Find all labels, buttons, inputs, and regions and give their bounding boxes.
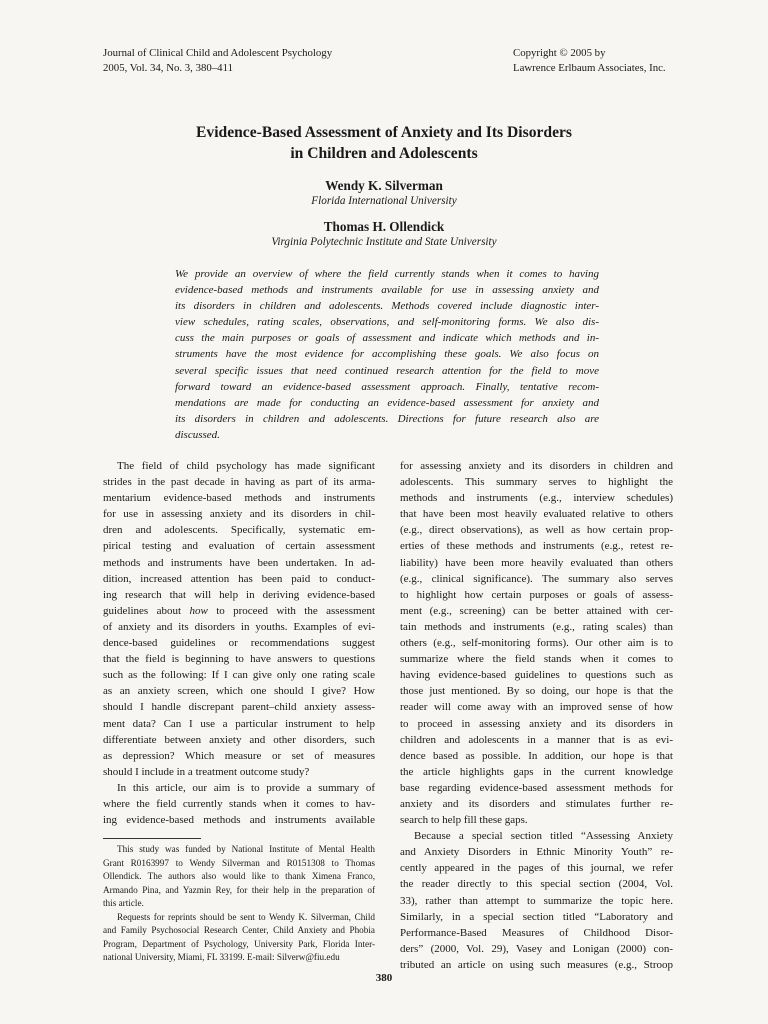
title-line-2: in Children and Adolescents — [290, 145, 478, 162]
body-line: such as the following: If I can give only one rating scale — [103, 669, 375, 682]
body-line: should I handle discrepant parent–child anxiety assess- — [103, 701, 375, 714]
abstract-line: its disorders in children and adolescents. Directions for future research also are — [175, 412, 599, 425]
body-line: Performance-Based Measures of Childhood Disor- — [400, 926, 673, 939]
body-line: reader will come away with an improved sense of how — [400, 701, 673, 714]
body-line: dren and adolescents. Specifically, systematic em- — [103, 524, 375, 537]
body-line: ing evidence-based methods and instruments available — [103, 814, 375, 827]
body-line: dence-based guidelines or recommendations suggest — [103, 637, 375, 650]
body-line: methods and instruments have been undertaken. In ad- — [103, 556, 375, 569]
abstract-line: We provide an overview of where the field currently stands when it comes to having — [175, 268, 599, 280]
abstract-line: view schedules, rating scales, observations, and self-monitoring forms. We also dis- — [175, 316, 599, 329]
copyright-notice: Copyright © 2005 by — [513, 47, 606, 59]
body-line: guidelines about how to proceed with the assessment — [103, 604, 376, 617]
author-1-name: Wendy K. Silverman — [325, 178, 443, 193]
title-line-1: Evidence-Based Assessment of Anxiety and Its Disorders — [196, 124, 572, 141]
body-line: differentiate between anxiety and other disorders, such — [103, 733, 375, 746]
body-line: as depression? Which measure or set of measures — [103, 749, 375, 762]
body-line: that have been most heavily evaluated relative to others — [400, 508, 673, 521]
author-2-affiliation: Virginia Polytechnic Institute and State University — [271, 236, 497, 248]
body-line: The field of child psychology has made significant — [117, 460, 375, 472]
author-2-name: Thomas H. Ollendick — [323, 219, 445, 234]
footnote-line: Ollendick. The authors also would like to thank Ximena Franco, — [103, 871, 375, 881]
abstract-line: evidence-based methods and instruments available for use in assessing anxiety and — [175, 284, 599, 297]
body-line: ders” (2000, Vol. 29), Vasey and Lonigan (2000) con- — [400, 942, 673, 955]
body-line: cently appeared in the pages of this journal, we refer — [400, 862, 673, 875]
body-line: children and adolescents in a manner that is as evi- — [400, 733, 673, 746]
body-line: strides in the past decade in having as part of its arma- — [103, 476, 375, 489]
abstract-line: struments have the most evidence for accomplishing these goals. We also focus on — [175, 348, 599, 361]
footnote-line: Program, Department of Psychology, University Park, Florida Inter- — [103, 938, 375, 949]
body-line: adolescents. This summary serves to highlight the — [400, 476, 673, 489]
publisher-name: Lawrence Erlbaum Associates, Inc. — [513, 62, 666, 74]
body-line: others (e.g., self-monitoring forms). Our other aim is to — [400, 637, 673, 650]
body-line: the article highlights gaps in the current knowledge — [400, 765, 673, 778]
journal-volume: 2005, Vol. 34, No. 3, 380–411 — [103, 62, 233, 74]
body-line: and Anxiety Disorders in Ethnic Minority Youth” re- — [400, 846, 673, 859]
body-line: (e.g., direct observations), as well as how certain prop- — [400, 524, 673, 537]
body-line: summarize where the field stands when it comes to — [400, 653, 673, 666]
body-line: erties of these methods and instruments (e.g., retest re- — [400, 540, 673, 553]
body-line: those just mentioned. By so doing, our hope is that the — [400, 685, 673, 698]
body-line: anxiety and its disorders and stimulates further re- — [400, 797, 673, 810]
footnote-line: national University, Miami, FL 33199. E-mail: Silverw@fiu.edu — [103, 952, 340, 962]
abstract-line: several specific issues that need continued research attention for the field to move — [175, 364, 599, 377]
running-header-left — [103, 46, 332, 76]
abstract-line: its disorders in children and adolescents. Methods covered include diagnostic inter- — [175, 300, 599, 313]
article-title — [100, 122, 668, 164]
abstract-line: mendations are made for conducting an evidence-based assessment for anxiety and — [175, 396, 599, 409]
body-line: that the field is beginning to have answers to questions — [103, 653, 375, 666]
body-line: for use in assessing anxiety and its disorders in chil- — [103, 508, 375, 521]
footnote-line: this article. — [103, 898, 144, 908]
body-line: for assessing anxiety and its disorders in children and — [400, 460, 673, 472]
body-column-right — [400, 458, 673, 973]
body-line: base regarding evidence-based assessment methods for — [400, 781, 673, 794]
body-line: ment (e.g., screening) can be better attained with cer- — [400, 604, 673, 617]
body-line: dition, increased attention has been paid to conduct- — [103, 572, 375, 585]
footnote-rule — [103, 838, 201, 839]
body-line: methods and instruments (e.g., interview schedules) — [400, 492, 673, 505]
emphasis-how: how — [189, 604, 208, 617]
abstract-line: discussed. — [175, 428, 220, 441]
footnote-line: Grant R0163997 to Wendy Silverman and R0151308 to Thomas — [103, 857, 375, 868]
body-line: to highlight how certain purposes or goals of assess- — [400, 588, 673, 601]
page-number: 380 — [375, 972, 393, 984]
body-line: Because a special section titled “Assessing Anxiety — [414, 830, 673, 843]
body-line: 33), rather than attempt to summarize the topic here. — [400, 894, 673, 907]
body-line: (e.g., clinical significance). The summary also serves — [400, 572, 673, 585]
body-line: having evidence-based guidelines to questions such as — [400, 669, 673, 682]
abstract-line: cuss the main purposes or goals of assessment and indicate which methods and in- — [175, 332, 599, 345]
footnote-line: Requests for reprints should be sent to Wendy K. Silverman, Child — [117, 911, 375, 922]
body-line: as an anxiety screen, which one should I give? How — [103, 685, 375, 698]
body-line: ing research that will help in deriving evidence-based — [103, 588, 375, 601]
body-line: ment data? Can I use a particular instrument to help — [103, 717, 375, 730]
body-line: where the field currently stands when it comes to hav- — [103, 797, 375, 810]
body-line: of anxiety and its disorders in youths. Examples of evi- — [103, 620, 375, 633]
abstract-line: forward toward an evidence-based assessment approach. Finally, tentative recom- — [175, 380, 599, 393]
body-line: liability) have been more heavily evaluated than others — [400, 556, 673, 569]
body-line: In this article, our aim is to provide a summary of — [117, 781, 375, 794]
body-line: Similarly, in a special section titled “Laboratory and — [400, 910, 673, 923]
body-line: tributed an article on using such measures (e.g., Stroop — [400, 958, 673, 971]
journal-name: Journal of Clinical Child and Adolescent Psychology — [103, 47, 333, 59]
footnote-line: This study was funded by National Institute of Mental Health — [117, 844, 375, 854]
footnotes — [103, 843, 375, 965]
body-line: mentarium evidence-based methods and instruments — [103, 492, 375, 505]
body-line: the reader directly to this special section (2004, Vol. — [400, 878, 673, 891]
body-line: dence based as possible. In addition, our hope is that — [400, 749, 673, 762]
body-line: pirical testing and evaluation of certain assessment — [103, 540, 375, 553]
abstract — [175, 266, 599, 443]
author-1-affiliation: Florida International University — [311, 195, 457, 207]
body-line: search to help fill these gaps. — [400, 814, 528, 827]
body-column-left — [103, 458, 375, 828]
body-line: should I include in a treatment outcome study? — [103, 765, 310, 778]
footnote-line: and Family Psychosocial Research Center, Child Anxiety and Phobia — [103, 925, 375, 935]
body-line: tain methods and instruments (e.g., rating scales) than — [400, 620, 673, 633]
body-line: to proceed in assessing anxiety and its disorders in — [400, 717, 673, 730]
footnote-line: Armando Pina, and Yazmin Rey, for their help in the preparation of — [103, 884, 375, 895]
running-header-right — [513, 46, 666, 76]
